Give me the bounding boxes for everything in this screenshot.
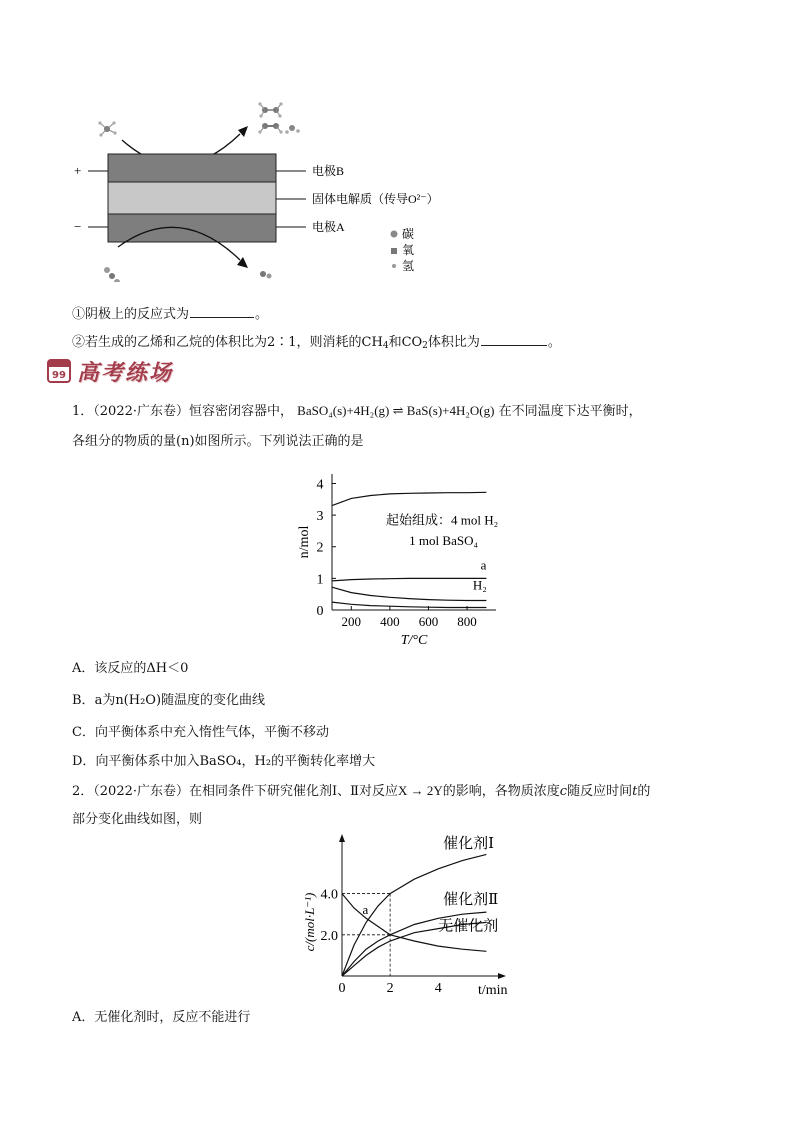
series-line-1 — [332, 492, 486, 505]
electrolyte-label: 固体电解质（传导O²⁻） — [312, 192, 439, 206]
methane-molecule-icon — [98, 121, 116, 136]
ethane-molecule-icon — [258, 102, 282, 133]
y-tick-label: 3 — [316, 509, 324, 525]
x-tick-label: 2 — [386, 981, 394, 996]
q1-stem: 1．（2022·广东卷）恒容密闭容器中， BaSO₄(s)+4H₂(g) ⇌ BaS(s)+4H₂O(g) 在不同温度下达平衡时， — [72, 403, 642, 419]
y-tick-label: 2.0 — [320, 928, 338, 944]
annotation-line-1: 起始组成：4 mol H₂ — [386, 512, 499, 528]
x-tick-label: 600 — [418, 614, 439, 629]
section-title: 高考练场 — [77, 360, 174, 386]
point-label-a: a — [362, 902, 369, 918]
series-line-4 — [332, 602, 486, 607]
prev-question-1: ①阴极上的反应式为 。 — [72, 307, 269, 322]
q1-equation: BaSO₄(s)+4H₂(g) ⇌ BaS(s)+4H₂O(g) — [297, 403, 495, 418]
plus-terminal: + — [74, 163, 82, 178]
q1-option-b: B．a为n(H₂O)随温度的变化曲线 — [72, 693, 266, 708]
y-tick-label: 1 — [316, 572, 324, 588]
y-axis-label: c/(mol·L⁻¹) — [302, 892, 317, 952]
x-axis-arrow-icon — [498, 973, 506, 979]
series-line-2 — [332, 578, 486, 581]
carbon-legend-icon — [391, 231, 398, 238]
y-axis-arrow-icon — [339, 834, 345, 842]
x-tick-label: 0 — [338, 981, 346, 996]
x-axis-label: T/°C — [400, 633, 428, 648]
x-tick-label: 400 — [380, 614, 400, 629]
q2-stem: 2．（2022·广东卷）在相同条件下研究催化剂Ⅰ、Ⅱ对反应X → 2Y的影响，各物质浓度c随反应时间t的 — [72, 783, 651, 799]
prev-question-2: ②若生成的乙烯和乙烷的体积比为2∶1，则消耗的$CH_4$和$CO_2$体积比为 。 — [72, 335, 561, 351]
series-label-a: a — [480, 557, 487, 573]
series-label-no-catalyst: 无催化剂 — [438, 918, 499, 935]
series-label-catalyst-1: 催化剂Ⅰ — [443, 836, 494, 853]
co2-molecule-icon — [104, 267, 120, 282]
q1-stem-line2: 各组分的物质的量(n)如图所示。下列说法正确的是 — [72, 434, 364, 449]
x-tick-label: 200 — [341, 614, 362, 629]
minus-terminal: − — [74, 219, 82, 234]
calendar-icon: 99 — [47, 359, 71, 383]
electrode-b-label: 电极B — [312, 164, 345, 178]
co-molecule-icon — [260, 271, 272, 279]
legend-hydrogen: 氢 — [402, 259, 415, 273]
q1-option-a: A．该反应的ΔH＜0 — [72, 661, 189, 676]
q1-option-c: C．向平衡体系中充入惰性气体，平衡不移动 — [72, 725, 329, 740]
annotation-line-2: 1 mol BaSO₄ — [409, 533, 479, 549]
q2-option-a: A．无催化剂时，反应不能进行 — [72, 1010, 251, 1025]
y-tick-label: 2 — [316, 540, 324, 556]
legend-carbon: 碳 — [402, 227, 415, 241]
oxygen-legend-icon — [391, 248, 397, 254]
section-banner — [47, 356, 173, 386]
y-tick-label: 4.0 — [320, 887, 338, 903]
series-label-h2: H₂ — [472, 577, 487, 593]
y-tick-label: 0 — [316, 604, 324, 619]
legend-oxygen: 氧 — [402, 243, 415, 257]
y-tick-label: 4 — [316, 477, 324, 493]
hydrogen-legend-icon — [392, 264, 396, 268]
series-label-catalyst-2: 催化剂Ⅱ — [443, 891, 499, 908]
x-tick-label: 4 — [434, 981, 442, 996]
y-axis-label: n/mol — [297, 525, 312, 559]
electrode-a-label: 电极A — [312, 220, 345, 234]
q1-option-d: D．向平衡体系中加入BaSO₄，H₂的平衡转化率增大 — [72, 754, 376, 769]
water-molecule-icon — [285, 125, 300, 134]
q2-stem-line2: 部分变化曲线如图，则 — [72, 812, 203, 827]
x-axis-label: t/min — [478, 983, 508, 998]
series-line-3 — [332, 587, 486, 600]
chart-c-vs-t — [300, 832, 520, 1002]
x-tick-label: 800 — [457, 614, 477, 629]
chart-n-vs-T — [296, 462, 518, 652]
cell-diagram — [60, 92, 480, 282]
